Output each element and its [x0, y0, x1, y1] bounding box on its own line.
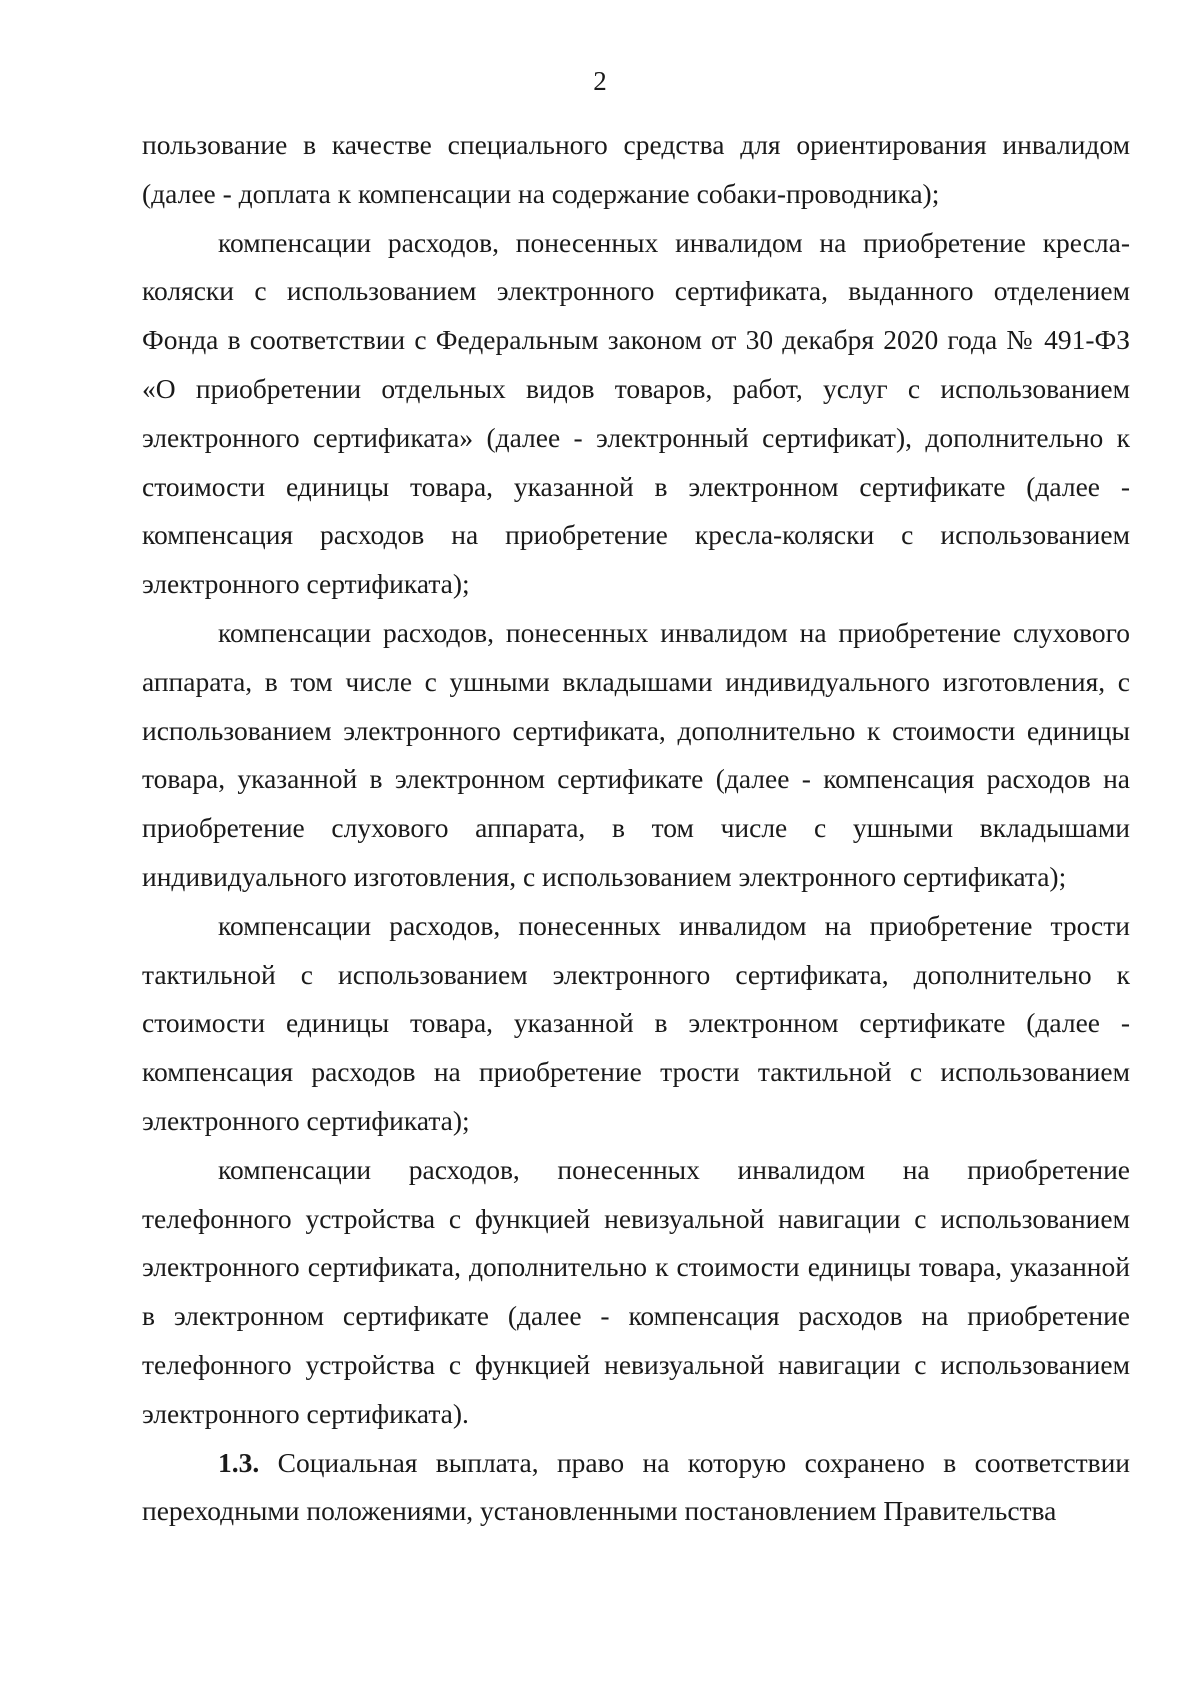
paragraph-guide-dog-continuation: пользование в качестве специального средства для ориентирования инвалидом (далее - доплата к компенсации на содержание собаки-проводника);: [142, 129, 1130, 209]
page-number: 2: [593, 66, 607, 96]
document-body: [142, 121, 1130, 1536]
paragraph-tactile-cane-compensation: компенсации расходов, понесенных инвалидом на приобретение трости тактильной с использованием электронного сертификата, дополнительно к стоимости единицы товара, указанной в электронном сертификате (далее - компенсация расходов на приобретение трости тактильной с использованием электронного сертификата);: [142, 909, 1130, 1136]
section-1-3: [142, 1439, 1130, 1537]
section-1-3-text: Социальная выплата, право на которую сохранено в соответствии переходными положениями, установленными постановлением Правительства: [142, 1446, 1130, 1527]
paragraph-phone-device-compensation: компенсации расходов, понесенных инвалидом на приобретение телефонного устройства с функцией невизуальной навигации с использованием электронного сертификата, дополнительно к стоимости единицы товара, указанной в электронном сертификате (далее - компенсация расходов на приобретение телефонного устройства с функцией невизуальной навигации с использованием электронного сертификата).: [142, 1153, 1130, 1429]
paragraph-hearing-aid-compensation: компенсации расходов, понесенных инвалидом на приобретение слухового аппарата, в том числе с ушными вкладышами индивидуального изготовления, с использованием электронного сертификата, дополнительно к стоимости единицы товара, указанной в электронном сертификате (далее - компенсация расходов на приобретение слухового аппарата, в том числе с ушными вкладышами индивидуального изготовления, с использованием электронного сертификата);: [142, 616, 1130, 892]
paragraph-wheelchair-compensation: компенсации расходов, понесенных инвалидом на приобретение кресла-коляски с использованием электронного сертификата, выданного отделением Фонда в соответствии с Федеральным законом от 30 декабря 2020 года № 491-ФЗ «О приобретении отдельных видов товаров, работ, услуг с использованием электронного сертификата» (далее - электронный сертификат), дополнительно к стоимости единицы товара, указанной в электронном сертификате (далее - компенсация расходов на приобретение кресла-коляски с использованием электронного сертификата);: [142, 226, 1130, 600]
section-number: 1.3.: [218, 1446, 260, 1478]
